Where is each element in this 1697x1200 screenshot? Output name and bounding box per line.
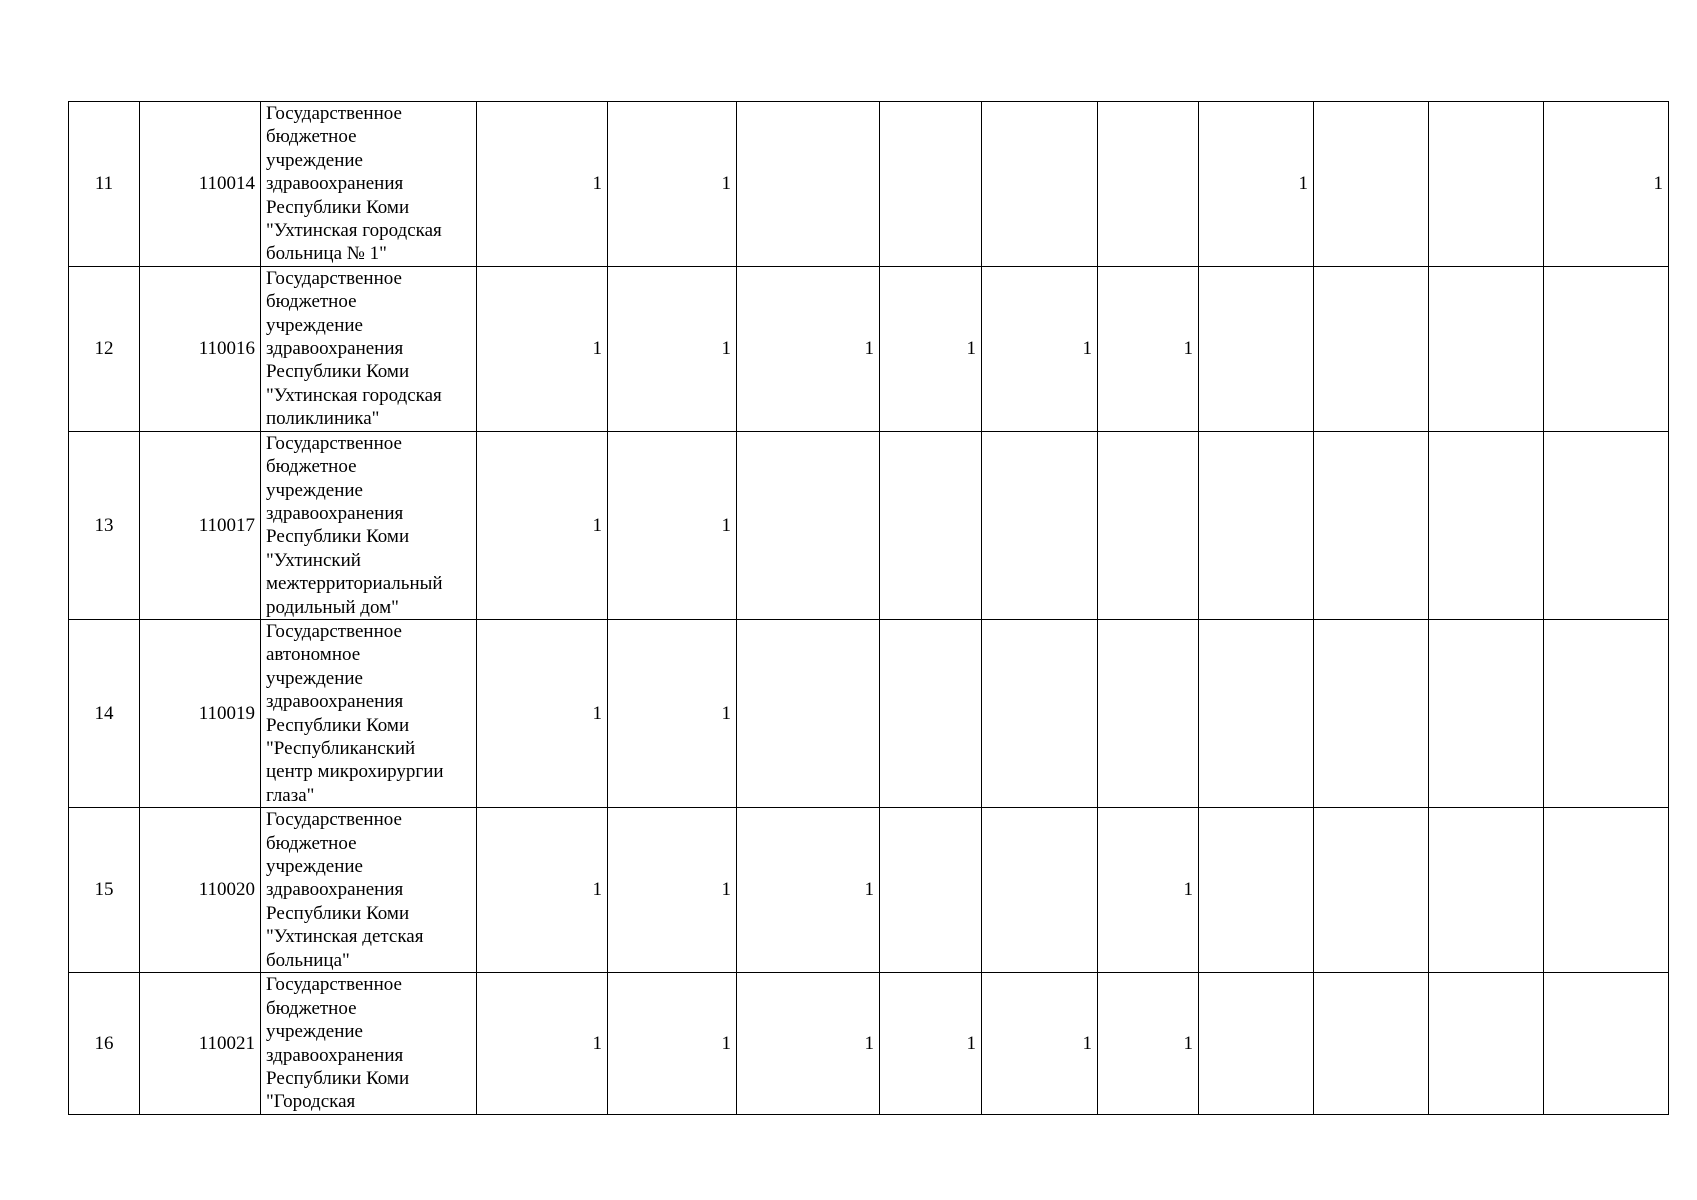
table-body [69, 102, 1669, 1115]
registry-code-cell: 110021 [140, 973, 261, 1115]
indicator-cell-1: 1 [477, 266, 608, 431]
institution-name-line: глаза" [266, 784, 315, 806]
institution-name-line: бюджетное [266, 126, 357, 148]
indicator-cell-9 [1429, 102, 1544, 267]
indicator-cell-8 [1314, 973, 1429, 1115]
institution-name-cell [261, 619, 477, 807]
indicator-cell-2: 1 [608, 102, 737, 267]
indicator-cell-2: 1 [608, 266, 737, 431]
indicator-cell-1: 1 [477, 808, 608, 973]
institution-name-line: учреждение [266, 314, 363, 336]
institution-name-line: Государственное [266, 809, 402, 831]
indicator-cell-10 [1544, 619, 1669, 807]
indicator-cell-3 [737, 431, 880, 619]
indicator-cell-2: 1 [608, 431, 737, 619]
institution-name-line: бюджетное [266, 832, 357, 854]
indicator-cell-5 [982, 431, 1098, 619]
institution-name-line: центр микрохирургии [266, 761, 444, 783]
indicator-cell-4 [880, 808, 982, 973]
indicator-cell-1: 1 [477, 973, 608, 1115]
indicator-cell-8 [1314, 808, 1429, 973]
row-number-cell: 13 [69, 431, 140, 619]
institution-name-line: здравоохранения [266, 1044, 404, 1066]
institution-name-line: Республики Коми [266, 714, 410, 736]
institution-name-line: "Ухтинская городская [266, 220, 442, 242]
institution-name-line: Республики Коми [266, 196, 410, 218]
institution-name-line: учреждение [266, 1021, 363, 1043]
indicator-cell-10 [1544, 266, 1669, 431]
indicator-cell-3 [737, 619, 880, 807]
indicator-cell-6 [1098, 102, 1199, 267]
institution-name-line: "Ухтинская детская [266, 926, 424, 948]
indicator-cell-2: 1 [608, 973, 737, 1115]
registry-code-cell: 110016 [140, 266, 261, 431]
indicator-cell-7 [1199, 973, 1314, 1115]
institution-name-line: "Ухтинский [266, 549, 361, 571]
institution-name-line: здравоохранения [266, 879, 404, 901]
institution-name-line: учреждение [266, 149, 363, 171]
indicator-cell-7 [1199, 619, 1314, 807]
institution-name-line: здравоохранения [266, 502, 404, 524]
indicator-cell-6: 1 [1098, 266, 1199, 431]
table-row [69, 619, 1669, 807]
institution-name-line: Республики Коми [266, 361, 410, 383]
indicator-cell-8 [1314, 266, 1429, 431]
institution-name-cell [261, 431, 477, 619]
indicator-cell-6 [1098, 431, 1199, 619]
indicator-cell-7 [1199, 266, 1314, 431]
institution-name-line: учреждение [266, 479, 363, 501]
indicator-cell-1: 1 [477, 431, 608, 619]
institution-name-line: Республики Коми [266, 526, 410, 548]
indicator-cell-6: 1 [1098, 973, 1199, 1115]
institution-name-line: межтерриториальный [266, 573, 443, 595]
indicator-cell-4: 1 [880, 266, 982, 431]
institution-name-line: Республики Коми [266, 1067, 410, 1089]
institution-name-line: автономное [266, 644, 361, 666]
indicator-cell-9 [1429, 619, 1544, 807]
institution-name-line: родильный дом" [266, 596, 399, 618]
table-row [69, 102, 1669, 267]
table-row [69, 808, 1669, 973]
indicator-cell-2: 1 [608, 619, 737, 807]
indicator-cell-8 [1314, 102, 1429, 267]
indicator-cell-6 [1098, 619, 1199, 807]
indicator-cell-8 [1314, 431, 1429, 619]
indicator-cell-6: 1 [1098, 808, 1199, 973]
indicator-cell-7: 1 [1199, 102, 1314, 267]
row-number-cell: 14 [69, 619, 140, 807]
institution-name-line: бюджетное [266, 291, 357, 313]
institution-name-line: учреждение [266, 856, 363, 877]
indicator-cell-3: 1 [737, 973, 880, 1115]
table-row [69, 973, 1669, 1115]
indicator-cell-5: 1 [982, 973, 1098, 1115]
indicator-cell-10 [1544, 431, 1669, 619]
institution-name-line: Государственное [266, 103, 402, 124]
row-number-cell: 16 [69, 973, 140, 1115]
institution-name-line: здравоохранения [266, 691, 404, 713]
institution-name-line: больница № 1" [266, 243, 387, 265]
indicator-cell-4 [880, 431, 982, 619]
indicator-cell-7 [1199, 808, 1314, 973]
indicator-cell-1: 1 [477, 619, 608, 807]
indicator-cell-4: 1 [880, 973, 982, 1115]
registry-code-cell: 110020 [140, 808, 261, 973]
institution-name-line: поликлиника" [266, 408, 380, 430]
row-number-cell: 11 [69, 102, 140, 267]
indicator-cell-2: 1 [608, 808, 737, 973]
institution-name-line: учреждение [266, 667, 363, 689]
indicator-cell-3 [737, 102, 880, 267]
institution-name-line: бюджетное [266, 456, 357, 478]
table-row [69, 431, 1669, 619]
institution-name-line: "Городская [266, 1091, 356, 1113]
institution-name-line: Государственное [266, 974, 402, 996]
medical-institutions-table [68, 101, 1669, 1115]
institution-name-line: "Ухтинская городская [266, 384, 442, 406]
institution-name-line: Государственное [266, 432, 402, 454]
indicator-cell-9 [1429, 973, 1544, 1115]
indicator-cell-10: 1 [1544, 102, 1669, 267]
indicator-cell-3: 1 [737, 808, 880, 973]
indicator-cell-5 [982, 808, 1098, 973]
indicator-cell-8 [1314, 619, 1429, 807]
institution-name-line: Республики Коми [266, 902, 410, 924]
indicator-cell-7 [1199, 431, 1314, 619]
row-number-cell: 12 [69, 266, 140, 431]
institution-name-line: Государственное [266, 620, 402, 642]
indicator-cell-9 [1429, 808, 1544, 973]
indicator-cell-1: 1 [477, 102, 608, 267]
institution-name-cell [261, 266, 477, 431]
institution-name-line: Государственное [266, 267, 402, 289]
table-row [69, 266, 1669, 431]
institution-name-line: здравоохранения [266, 338, 404, 360]
institution-name-cell [261, 973, 477, 1115]
indicator-cell-10 [1544, 808, 1669, 973]
institution-name-cell [261, 808, 477, 973]
row-number-cell: 15 [69, 808, 140, 973]
indicator-cell-4 [880, 619, 982, 807]
indicator-cell-4 [880, 102, 982, 267]
institution-name-line: бюджетное [266, 997, 357, 1019]
institution-name-cell [261, 102, 477, 267]
indicator-cell-9 [1429, 266, 1544, 431]
registry-code-cell: 110019 [140, 619, 261, 807]
institution-name-line: здравоохранения [266, 173, 404, 195]
indicator-cell-10 [1544, 973, 1669, 1115]
indicator-cell-5 [982, 102, 1098, 267]
indicator-cell-9 [1429, 431, 1544, 619]
indicator-cell-3: 1 [737, 266, 880, 431]
institution-name-line: "Республиканский [266, 737, 416, 759]
institution-name-line: больница" [266, 949, 350, 971]
indicator-cell-5 [982, 619, 1098, 807]
indicator-cell-5: 1 [982, 266, 1098, 431]
registry-code-cell: 110017 [140, 431, 261, 619]
registry-code-cell: 110014 [140, 102, 261, 267]
